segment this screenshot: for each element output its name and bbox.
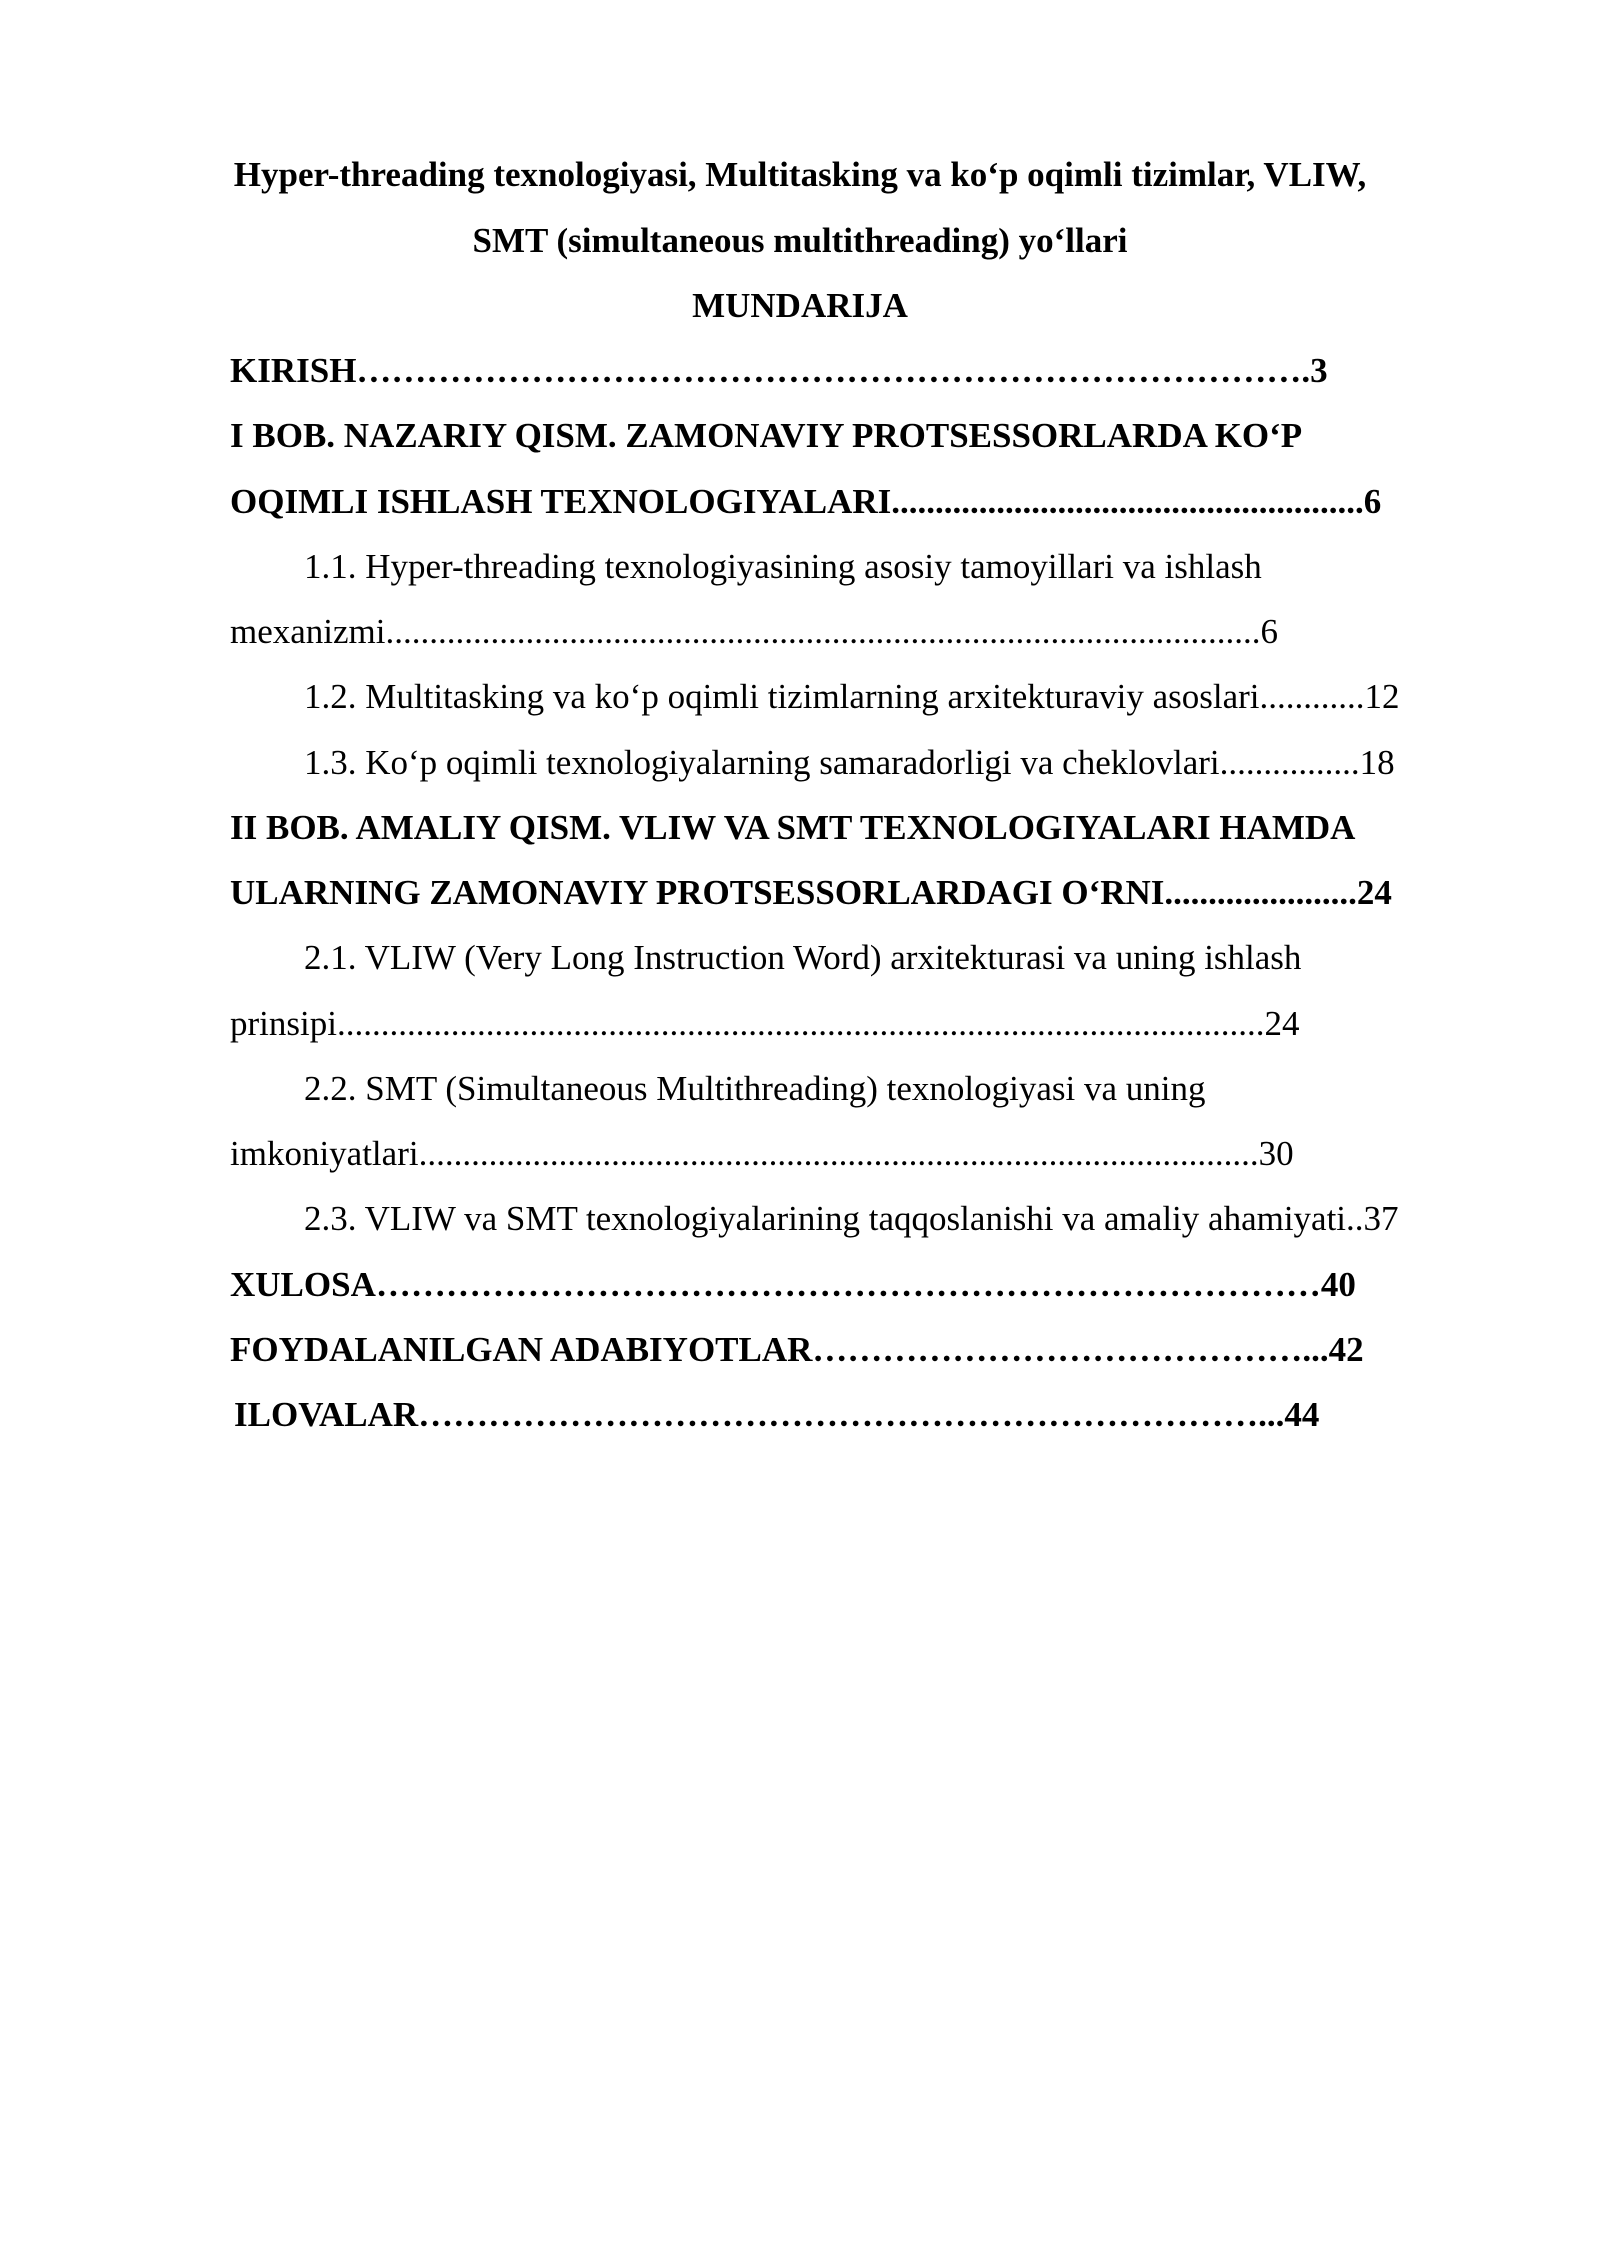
toc-entry-kirish: KIRISH……………………………………………………………………….3 (230, 351, 1328, 390)
toc-entry-ilovalar: ILOVALAR………………………………………………………………...44 (234, 1395, 1320, 1434)
toc-entry-1-1-line-2: mexanizmi....................................................................................................6 (230, 612, 1279, 651)
toc-entry-2-1-line-2: prinsipi..........................................................................................................24 (230, 1004, 1300, 1043)
toc-heading: MUNDARIJA (692, 286, 908, 325)
toc-entry-adabiyotlar: FOYDALANILGAN ADABIYOTLAR……………………………………...42 (230, 1330, 1364, 1369)
toc-entry-1-2: 1.2. Multitasking va ko‘p oqimli tizimlarning arxitekturaviy asoslari............12 (304, 677, 1400, 716)
toc-entry-2-2-line-1: 2.2. SMT (Simultaneous Multithreading) texnologiyasi va uning (304, 1069, 1206, 1108)
toc-entry-chapter-2-line-2: ULARNING ZAMONAVIY PROTSESSORLARDAGI O‘RNI......................24 (230, 873, 1392, 912)
toc-entry-chapter-1-line-1: I BOB. NAZARIY QISM. ZAMONAVIY PROTSESSORLARDA KO‘P (230, 416, 1303, 455)
toc-entry-1-3: 1.3. Ko‘p oqimli texnologiyalarning samaradorligi va cheklovlari................18 (304, 743, 1395, 782)
toc-entry-chapter-1-line-2: OQIMLI ISHLASH TEXNOLOGIYALARI......................................................6 (230, 482, 1382, 521)
toc-entry-chapter-2-line-1: II BOB. AMALIY QISM. VLIW VA SMT TEXNOLOGIYALARI HAMDA (230, 808, 1356, 847)
document-title-line-1: Hyper-threading texnologiyasi, Multitasking va ko‘p oqimli tizimlar, VLIW, (233, 155, 1367, 194)
toc-entry-2-3: 2.3. VLIW va SMT texnologiyalarining taqqoslanishi va amaliy ahamiyati..37 (304, 1199, 1399, 1238)
toc-entry-2-1-line-1: 2.1. VLIW (Very Long Instruction Word) arxitekturasi va uning ishlash (304, 938, 1302, 977)
toc-entry-1-1-line-1: 1.1. Hyper-threading texnologiyasining asosiy tamoyillari va ishlash (304, 547, 1262, 586)
toc-entry-2-2-line-2: imkoniyatlari................................................................................................30 (230, 1134, 1294, 1173)
toc-entry-xulosa: XULOSA………………………………………………………………………40 (230, 1265, 1356, 1304)
document-title-line-2: SMT (simultaneous multithreading) yo‘llari (472, 221, 1128, 260)
